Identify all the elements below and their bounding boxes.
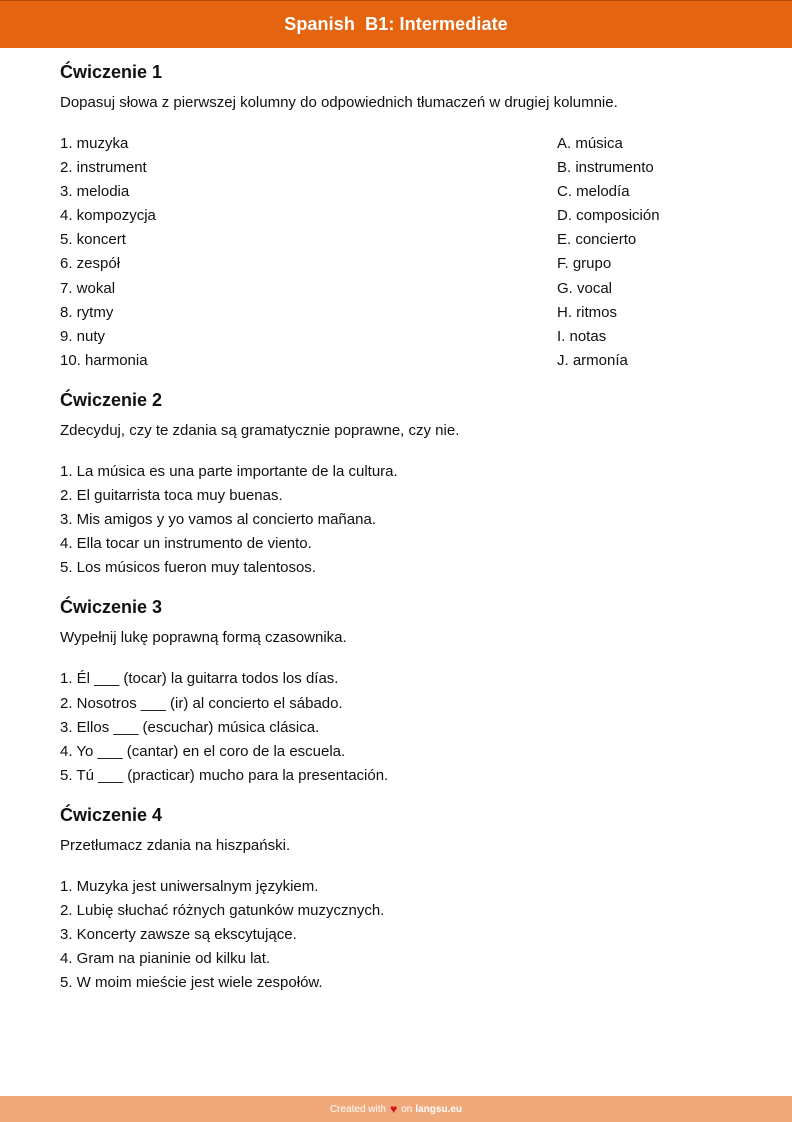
list-item: 1. Él ___ (tocar) la guitarra todos los días. (60, 670, 339, 688)
list-item: 5. koncert (60, 231, 126, 249)
page-header (0, 0, 792, 48)
list-item: 6. zespół (60, 255, 121, 273)
matching-columns (60, 132, 740, 373)
list-item: 5. Tú ___ (practicar) mucho para la presentación. (60, 766, 389, 784)
list-item: 2. instrument (60, 159, 147, 177)
list-item: 2. El guitarrista toca muy buenas. (60, 487, 283, 505)
exercise-1 (60, 59, 740, 373)
exercise-instruction: Zdecyduj, czy te zdania są gramatycznie poprawne, czy nie. (60, 421, 460, 439)
sentence-list (60, 875, 740, 995)
exercise-3 (60, 594, 740, 787)
page-title: Spanish B1: Intermediate (284, 14, 508, 34)
list-item: 5. Los músicos fueron muy talentosos. (60, 559, 316, 577)
exercise-title: Ćwiczenie 2 (60, 389, 163, 410)
list-item: I. notas (557, 327, 607, 345)
heart-icon: ♥ (390, 1102, 398, 1116)
list-item: E. concierto (557, 231, 637, 249)
list-item: 9. nuty (60, 327, 106, 345)
worksheet-content (60, 59, 740, 1009)
list-item: D. composición (557, 207, 660, 225)
list-item: J. armonía (557, 351, 628, 369)
polish-words-column (60, 132, 557, 373)
list-item: 3. Koncerty zawsze są ekscytujące. (60, 926, 297, 944)
footer-brand-link[interactable]: langsu.eu (415, 1103, 463, 1115)
spanish-words-column (557, 132, 737, 373)
list-item: B. instrumento (557, 159, 654, 177)
exercise-instruction: Przetłumacz zdania na hiszpański. (60, 836, 291, 854)
list-item: 8. rytmy (60, 303, 114, 321)
exercise-instruction: Wypełnij lukę poprawną formą czasownika. (60, 629, 347, 647)
sentence-list (60, 667, 740, 787)
footer-created-with: Created with (329, 1103, 387, 1115)
list-item: 1. muzyka (60, 135, 129, 152)
list-item: 10. harmonia (60, 351, 148, 369)
footer-on: on (401, 1103, 413, 1115)
list-item: H. ritmos (557, 303, 617, 321)
list-item: 2. Lubię słuchać różnych gatunków muzycznych. (60, 901, 385, 919)
sentence-list (60, 460, 740, 580)
exercise-title: Ćwiczenie 1 (60, 62, 163, 82)
list-item: 4. Gram na pianinie od kilku lat. (60, 950, 271, 968)
list-item: 3. Ellos ___ (escuchar) música clásica. (60, 718, 320, 736)
exercise-instruction: Dopasuj słowa z pierwszej kolumny do odpowiednich tłumaczeń w drugiej kolumnie. (60, 94, 618, 111)
list-item: 1. Muzyka jest uniwersalnym językiem. (60, 877, 319, 895)
list-item: 1. La música es una parte importante de la cultura. (60, 462, 398, 480)
list-item: 7. wokal (60, 279, 116, 297)
list-item: A. música (557, 135, 623, 152)
list-item: F. grupo (557, 255, 612, 273)
list-item: 4. kompozycja (60, 207, 156, 225)
list-item: 5. W moim mieście jest wiele zespołów. (60, 974, 323, 992)
page-footer (0, 1096, 792, 1122)
list-item: 4. Ella tocar un instrumento de viento. (60, 535, 312, 553)
list-item: 3. melodia (60, 183, 130, 201)
exercise-2 (60, 387, 740, 580)
exercise-title: Ćwiczenie 3 (60, 597, 163, 618)
list-item: G. vocal (557, 279, 613, 297)
list-item: 3. Mis amigos y yo vamos al concierto mañana. (60, 511, 376, 529)
exercise-title: Ćwiczenie 4 (60, 804, 163, 825)
list-item: 2. Nosotros ___ (ir) al concierto el sábado. (60, 694, 343, 712)
exercise-4 (60, 802, 740, 995)
list-item: C. melodía (557, 183, 630, 201)
list-item: 4. Yo ___ (cantar) en el coro de la escuela. (60, 742, 346, 760)
